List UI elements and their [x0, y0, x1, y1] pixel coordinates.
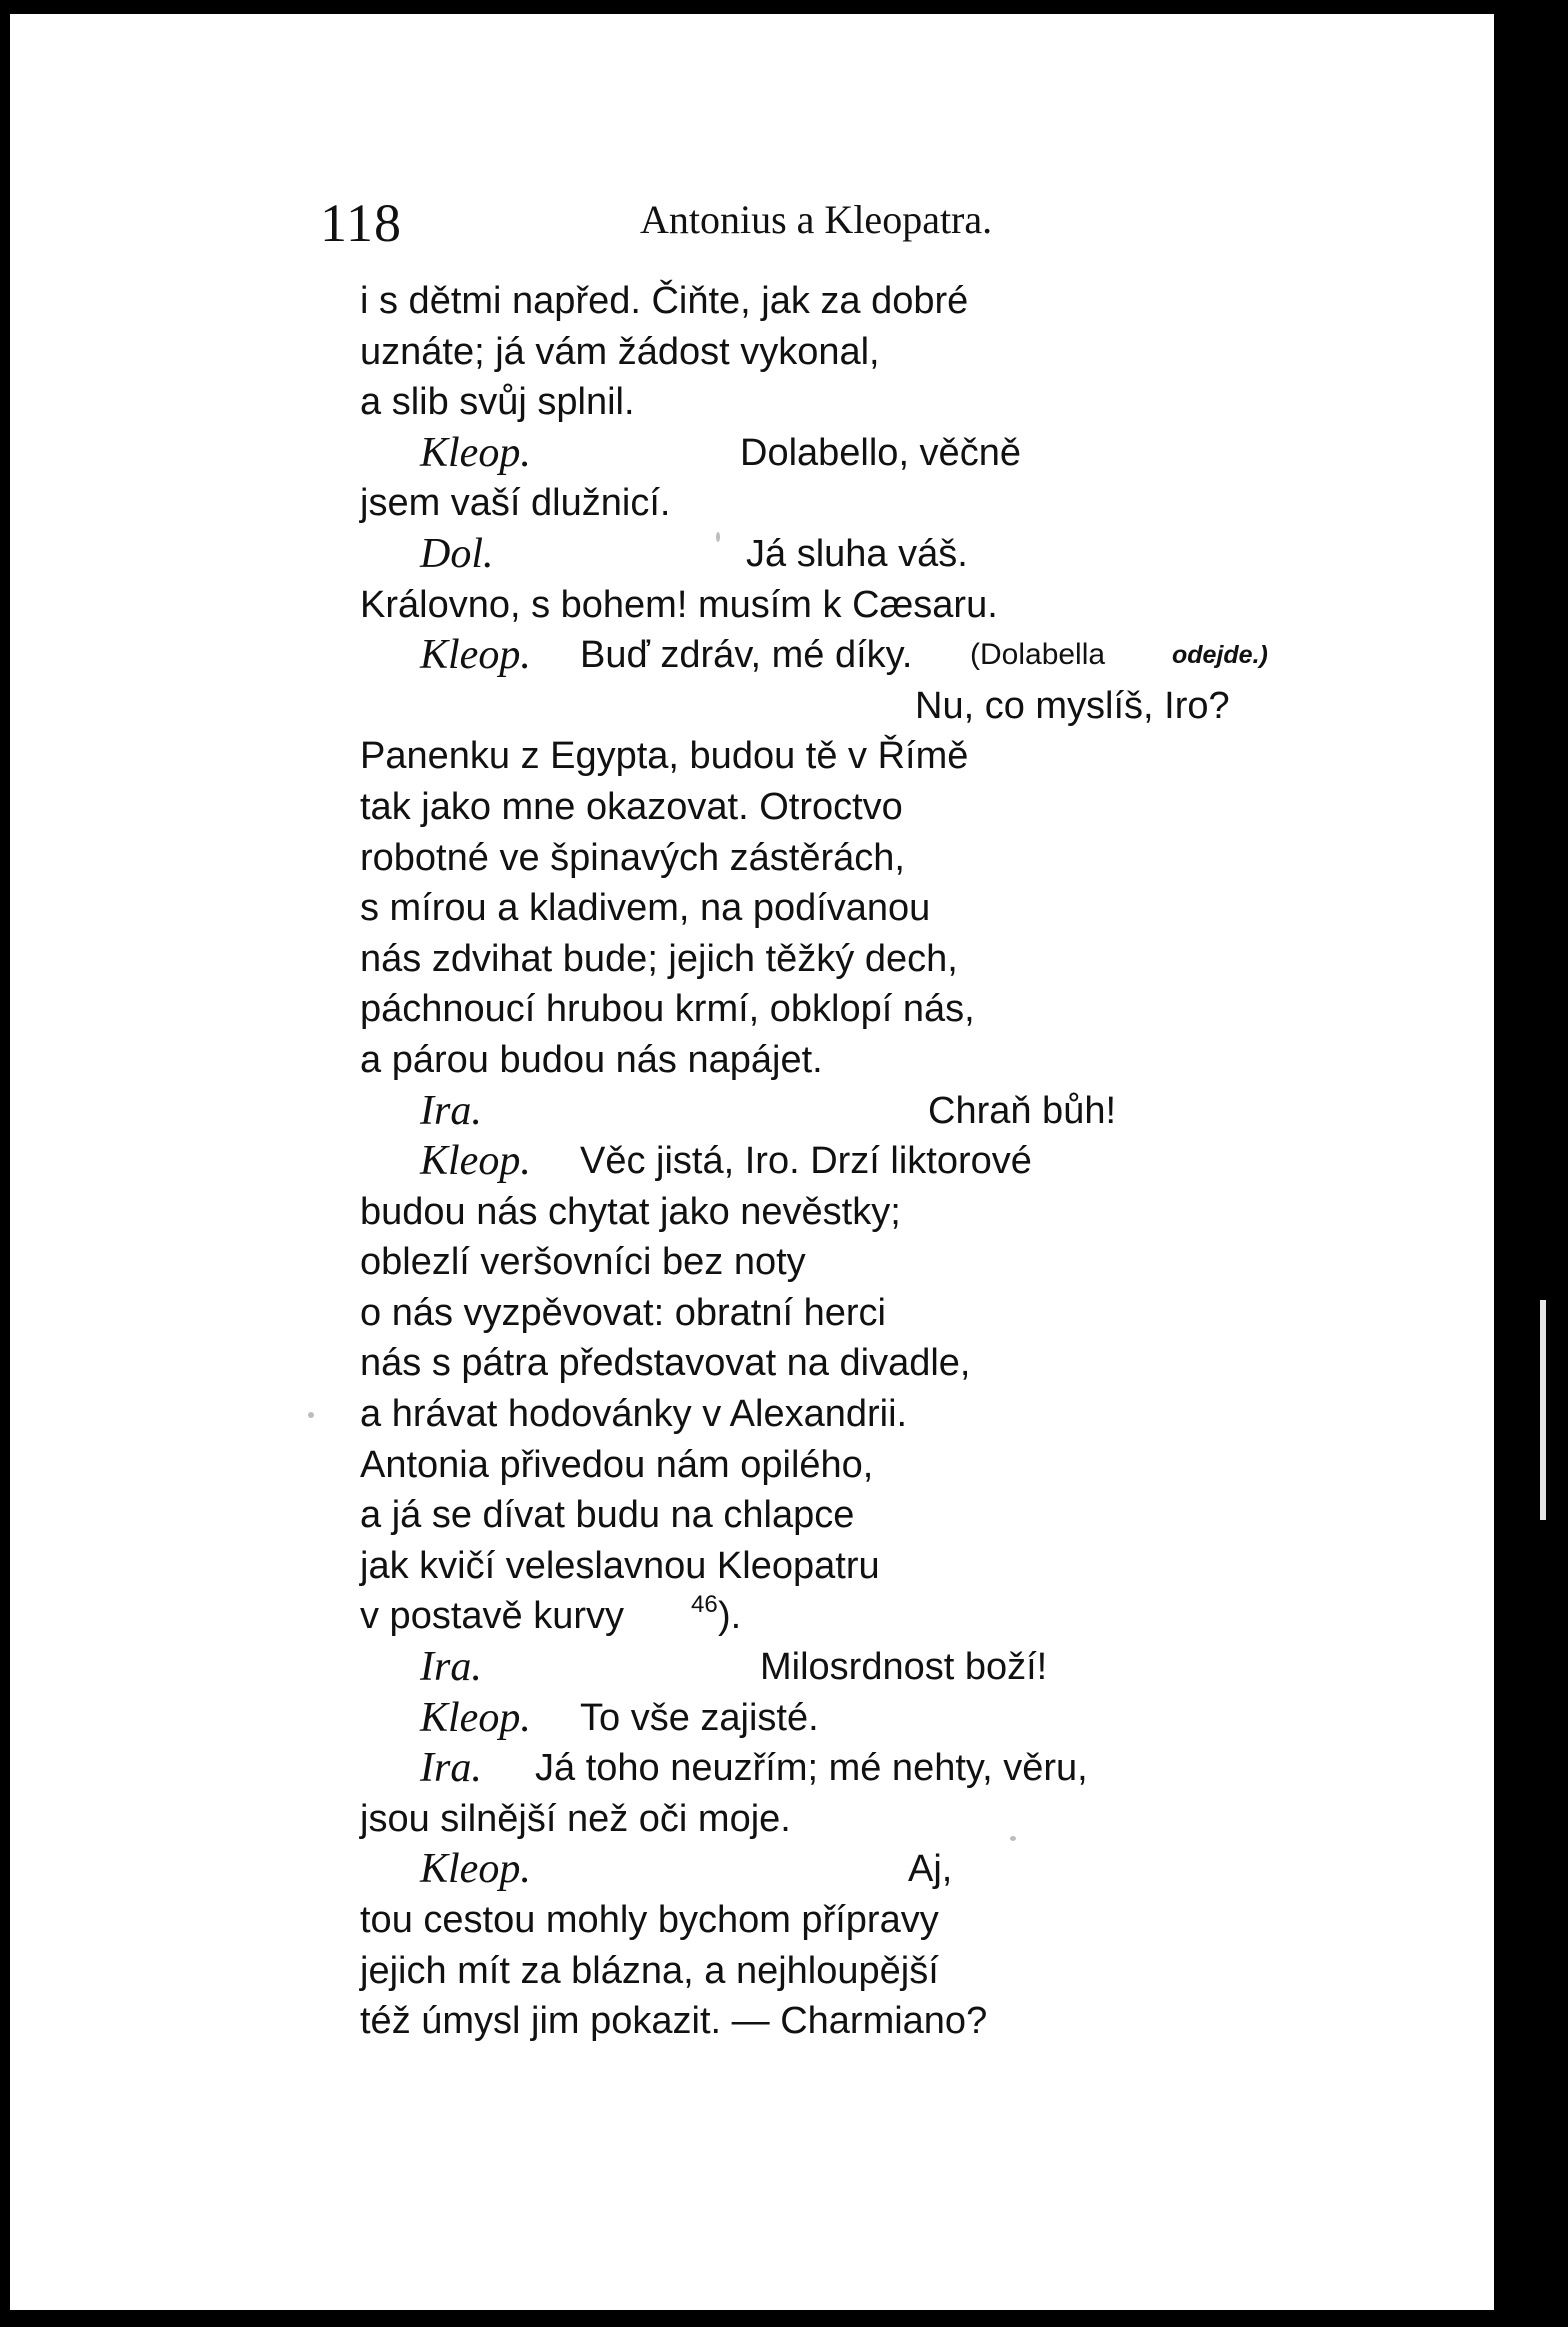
text-line	[360, 833, 1410, 884]
text-line	[360, 1086, 1410, 1137]
line-text: jak kvičí veleslavnou Kleopatru	[360, 1544, 880, 1587]
line-text: Buď zdráv, mé díky.	[580, 634, 913, 677]
scan-edge-mark	[1540, 1300, 1546, 1520]
text-line	[360, 782, 1410, 833]
speaker-name: Dol.	[420, 530, 494, 577]
text-line	[360, 1389, 1410, 1440]
page-number: 118	[320, 193, 402, 253]
line-text: Chraň bůh!	[928, 1089, 1117, 1132]
text-line	[360, 984, 1410, 1035]
speaker-name: Ira.	[420, 1644, 482, 1691]
text-line	[360, 1743, 1410, 1794]
line-text: nás s pátra představovat na divadle,	[360, 1342, 971, 1385]
line-text: v postavě kurvy	[360, 1595, 624, 1638]
text-line	[360, 276, 1410, 327]
text-line	[360, 1187, 1410, 1238]
text-line	[360, 731, 1410, 782]
text-line	[360, 934, 1410, 985]
stage-direction: odejde.)	[1172, 641, 1268, 670]
text-line	[360, 1591, 1410, 1642]
text-line	[360, 428, 1410, 479]
text-line	[360, 883, 1410, 934]
text-line	[360, 1946, 1410, 1997]
text-line	[360, 1490, 1410, 1541]
line-text: Aj,	[908, 1848, 953, 1891]
line-text: Věc jistá, Iro. Drzí liktorové	[580, 1140, 1032, 1183]
line-text: páchnoucí hrubou krmí, obklopí nás,	[360, 988, 975, 1031]
line-text: Královno, s bohem! musím k Cæsaru.	[360, 583, 998, 626]
text-line	[360, 478, 1410, 529]
line-text: a párou budou nás napájet.	[360, 1038, 823, 1081]
line-text: Dolabello, věčně	[740, 431, 1021, 474]
text-line	[360, 1338, 1410, 1389]
line-text: budou nás chytat jako nevěstky;	[360, 1190, 901, 1233]
text-line	[360, 1693, 1410, 1744]
line-text: Nu, co myslíš, Iro?	[915, 684, 1230, 727]
text-line	[360, 1035, 1410, 1086]
line-text: Milosrdnost boží!	[760, 1646, 1048, 1689]
text-line	[360, 1996, 1410, 2047]
speaker-name: Kleop.	[420, 632, 531, 679]
line-text: oblezlí veršovníci bez noty	[360, 1241, 806, 1284]
speaker-name: Ira.	[420, 1087, 482, 1134]
text-line	[360, 1136, 1410, 1187]
text-line	[360, 327, 1410, 378]
text-line	[360, 1541, 1410, 1592]
line-text: To vše zajisté.	[580, 1696, 819, 1739]
paper-speck	[1010, 1836, 1016, 1841]
running-title: Antonius a Kleopatra.	[640, 197, 993, 242]
line-text: a já se dívat budu na chlapce	[360, 1494, 855, 1537]
text-line	[360, 377, 1410, 428]
footnote-reference: 46	[691, 1591, 718, 1619]
page-header	[10, 184, 1494, 254]
line-text: o nás vyzpěvovat: obratní herci	[360, 1291, 886, 1334]
text-line	[360, 1440, 1410, 1491]
line-text: jejich mít za blázna, a nejhloupější	[360, 1949, 939, 1992]
scan-edge	[1494, 14, 1568, 2310]
text-line	[360, 1895, 1410, 1946]
text-line	[360, 630, 1410, 681]
line-text: Já sluha váš.	[746, 532, 968, 575]
line-text: a slib svůj splnil.	[360, 381, 635, 424]
line-text: Panenku z Egypta, budou tě v Římě	[360, 735, 969, 778]
text-line	[360, 1288, 1410, 1339]
line-text: Já toho neuzřím; mé nehty, věru,	[535, 1747, 1088, 1790]
stage-direction: (Dolabella	[970, 638, 1106, 672]
paper-speck	[308, 1412, 314, 1418]
text-line	[360, 1844, 1410, 1895]
line-text: též úmysl jim pokazit. — Charmiano?	[360, 2000, 988, 2043]
text-line	[360, 1794, 1410, 1845]
book-page	[10, 14, 1494, 2310]
line-text: tak jako mne okazovat. Otroctvo	[360, 785, 903, 828]
line-text: uznáte; já vám žádost vykonal,	[360, 330, 880, 373]
line-text: nás zdvihat bude; jejich těžký dech,	[360, 937, 958, 980]
line-text: tou cestou mohly bychom přípravy	[360, 1899, 939, 1941]
speaker-name: Kleop.	[420, 429, 531, 476]
speaker-name: Kleop.	[420, 1694, 531, 1741]
text-line	[360, 1642, 1410, 1693]
line-text: jsem vaší dlužnicí.	[360, 482, 671, 525]
line-text: i s dětmi napřed. Čiňte, jak za dobré	[360, 280, 969, 322]
text-line	[360, 1237, 1410, 1288]
line-text: s mírou a kladivem, na podívanou	[360, 887, 931, 930]
line-text: robotné ve špinavých zástěrách,	[360, 836, 905, 879]
text-line	[360, 529, 1410, 580]
line-text: Antonia přivedou nám opilého,	[360, 1443, 874, 1486]
text-line	[360, 681, 1410, 732]
line-text: a hrávat hodovánky v Alexandrii.	[360, 1393, 908, 1436]
speaker-name: Kleop.	[420, 1846, 531, 1893]
text-line	[360, 580, 1410, 631]
line-text: jsou silnější než oči moje.	[360, 1797, 791, 1840]
line-text: ).	[718, 1595, 742, 1638]
paper-speck	[716, 532, 720, 542]
speaker-name: Ira.	[420, 1745, 482, 1792]
verse-text	[360, 276, 1410, 2047]
speaker-name: Kleop.	[420, 1138, 531, 1185]
